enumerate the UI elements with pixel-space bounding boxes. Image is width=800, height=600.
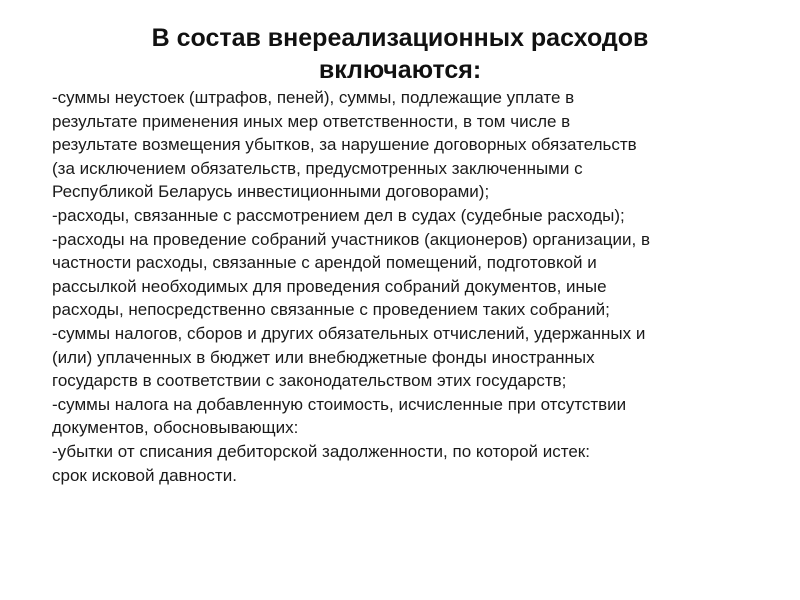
slide-title <box>0 22 800 86</box>
body-line: государств в соответствии с законодательством этих государств; <box>52 371 567 391</box>
body-line: результате возмещения убытков, за нарушение договорных обязательств <box>52 135 637 155</box>
body-line: -убытки от списания дебиторской задолженности, по которой истек: <box>52 441 590 461</box>
body-line: расходы, непосредственно связанные с проведением таких собраний; <box>52 300 610 320</box>
title-line: включаются: <box>318 56 482 84</box>
body-line: результате применения иных мер ответственности, в том числе в <box>52 111 571 131</box>
body-line: частности расходы, связанные с арендой помещений, подготовкой и <box>52 253 597 273</box>
body-line: -расходы, связанные с рассмотрением дел в судах (судебные расходы); <box>52 205 625 225</box>
body-line: -суммы неустоек (штрафов, пеней), суммы, подлежащие уплате в <box>52 88 575 107</box>
title-line: В состав внереализационных расходов <box>151 24 649 52</box>
body-line: (за исключением обязательств, предусмотренных заключенными с <box>52 158 583 178</box>
body-line: рассылкой необходимых для проведения собраний документов, иные <box>52 276 607 296</box>
body-line: (или) уплаченных в бюджет или внебюджетные фонды иностранных <box>52 347 595 367</box>
body-line: документов, обосновывающих: <box>52 418 299 438</box>
body-line: -расходы на проведение собраний участников (акционеров) организации, в <box>52 229 651 249</box>
body-line: Республикой Беларусь инвестиционными договорами); <box>52 182 490 202</box>
slide-body-text <box>52 86 772 487</box>
body-line: срок исковой давности. <box>52 465 237 485</box>
body-line: -суммы налога на добавленную стоимость, исчисленные при отсутствии <box>52 394 627 414</box>
body-line: -суммы налогов, сборов и других обязательных отчислений, удержанных и <box>52 323 646 343</box>
